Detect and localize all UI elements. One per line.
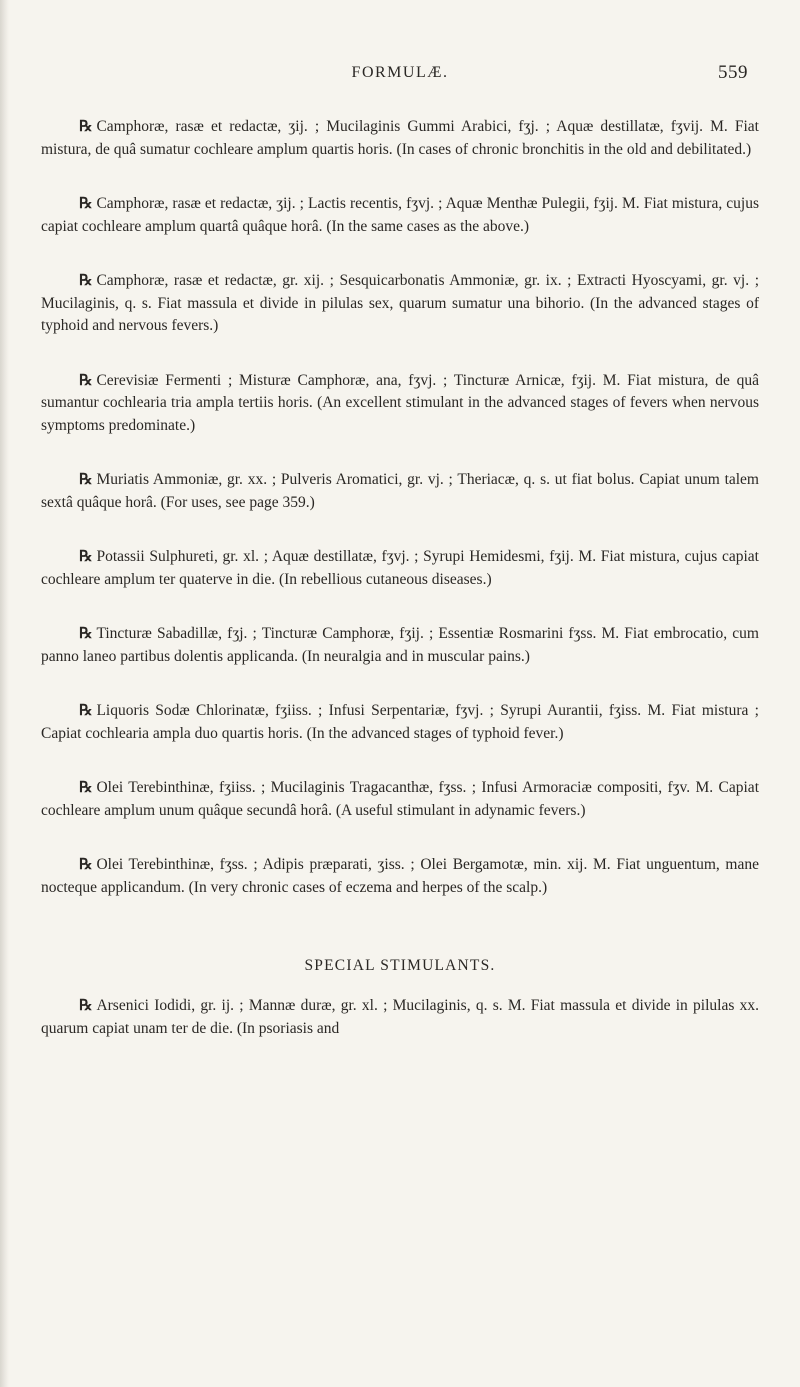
prescription-text: Potassii Sulphureti, gr. xl. ; Aquæ destillatæ, fʒvj. ; Syrupi Hemidesmi, fʒij. M. Fiat mistura, cujus capiat cochleare amplum ter quaterve in die. (In rebellious cutaneous diseases.) [41, 548, 759, 588]
prescription-entry [41, 469, 759, 514]
prescription-entry [41, 546, 759, 591]
page-fold-shadow [0, 0, 9, 1387]
rx-symbol: ℞ [79, 703, 93, 719]
prescription-entry [41, 995, 759, 1040]
prescription-entry [41, 270, 759, 338]
prescription-text: Tincturæ Sabadillæ, fʒj. ; Tincturæ Camphoræ, fʒij. ; Essentiæ Rosmarini fʒss. M. Fiat embrocatio, cum panno laneo partibus dolentis applicanda. (In neuralgia and in muscular pains.) [41, 625, 759, 665]
rx-symbol: ℞ [79, 196, 93, 212]
rx-symbol: ℞ [79, 998, 93, 1014]
rx-symbol: ℞ [79, 857, 93, 873]
prescription-text: Olei Terebinthinæ, fʒiiss. ; Mucilaginis Tragacanthæ, fʒss. ; Infusi Armoraciæ compositi, fʒv. M. Capiat cochleare amplum unum quâque secundâ horâ. (A useful stimulant in adynamic fevers.) [41, 779, 759, 819]
prescription-entry [41, 777, 759, 822]
rx-symbol: ℞ [79, 626, 93, 642]
rx-symbol: ℞ [79, 780, 93, 796]
rx-symbol: ℞ [79, 119, 93, 135]
page-header [0, 62, 800, 92]
rx-symbol: ℞ [79, 472, 93, 488]
prescription-text: Arsenici Iodidi, gr. ij. ; Mannæ duræ, gr. xl. ; Mucilaginis, q. s. M. Fiat massula et divide in pilulas xx. quarum capiat unam ter de die. (In psoriasis and [41, 997, 759, 1037]
page-number: 559 [718, 62, 748, 83]
prescription-entry [41, 854, 759, 899]
running-head: FORMULÆ. [351, 64, 449, 81]
prescription-entry [41, 370, 759, 438]
prescription-text: Camphoræ, rasæ et redactæ, gr. xij. ; Sesquicarbonatis Ammoniæ, gr. ix. ; Extracti Hyoscyami, gr. vj. ; Mucilaginis, q. s. Fiat massula et divide in pilulas sex, quarum sumatur una bihorio. (In the advanced stages of typhoid and nervous fevers.) [41, 272, 759, 334]
rx-symbol: ℞ [79, 549, 93, 565]
prescription-entry [41, 623, 759, 668]
prescription-text: Olei Terebinthinæ, fʒss. ; Adipis præparati, ʒiss. ; Olei Bergamotæ, min. xij. M. Fiat unguentum, mane nocteque applicandum. (In very chronic cases of eczema and herpes of the scalp.) [41, 856, 759, 896]
page-body [41, 116, 759, 1040]
prescription-text: Cerevisiæ Fermenti ; Misturæ Camphoræ, ana, fʒvj. ; Tincturæ Arnicæ, fʒij. M. Fiat mistura, de quâ sumantur cochlearia tria ampla tertiis horis. (An excellent stimulant in the advanced stages of fevers when nervous symptoms predominate.) [41, 371, 759, 434]
prescription-entry [41, 116, 759, 161]
prescription-text: Muriatis Ammoniæ, gr. xx. ; Pulveris Aromatici, gr. vj. ; Theriacæ, q. s. ut fiat bolus. Capiat unum talem sextâ quâque horâ. (For uses, see page 359.) [41, 471, 759, 511]
prescription-entry [41, 700, 759, 745]
rx-symbol: ℞ [79, 273, 93, 289]
rx-symbol: ℞ [79, 372, 93, 389]
section-heading: SPECIAL STIMULANTS. [304, 957, 496, 974]
prescription-text: Camphoræ, rasæ et redactæ, ʒij. ; Mucilaginis Gummi Arabici, fʒj. ; Aquæ destillatæ, fʒvij. M. Fiat mistura, de quâ sumatur cochleare amplum quartis horis. (In cases of chronic bronchitis in the old and debilitated.) [41, 118, 759, 158]
prescription-entry [41, 193, 759, 238]
prescription-text: Camphoræ, rasæ et redactæ, ʒij. ; Lactis recentis, fʒvj. ; Aquæ Menthæ Pulegii, fʒij. M. Fiat mistura, cujus capiat cochleare amplum quartâ quâque horâ. (In the same cases as the above.) [41, 195, 759, 235]
prescription-text: Liquoris Sodæ Chlorinatæ, fʒiiss. ; Infusi Serpentariæ, fʒvj. ; Syrupi Aurantii, fʒiss. M. Fiat mistura ; Capiat cochlearia ampla duo quartis horis. (In the advanced stages of typhoid fever.) [41, 702, 759, 742]
